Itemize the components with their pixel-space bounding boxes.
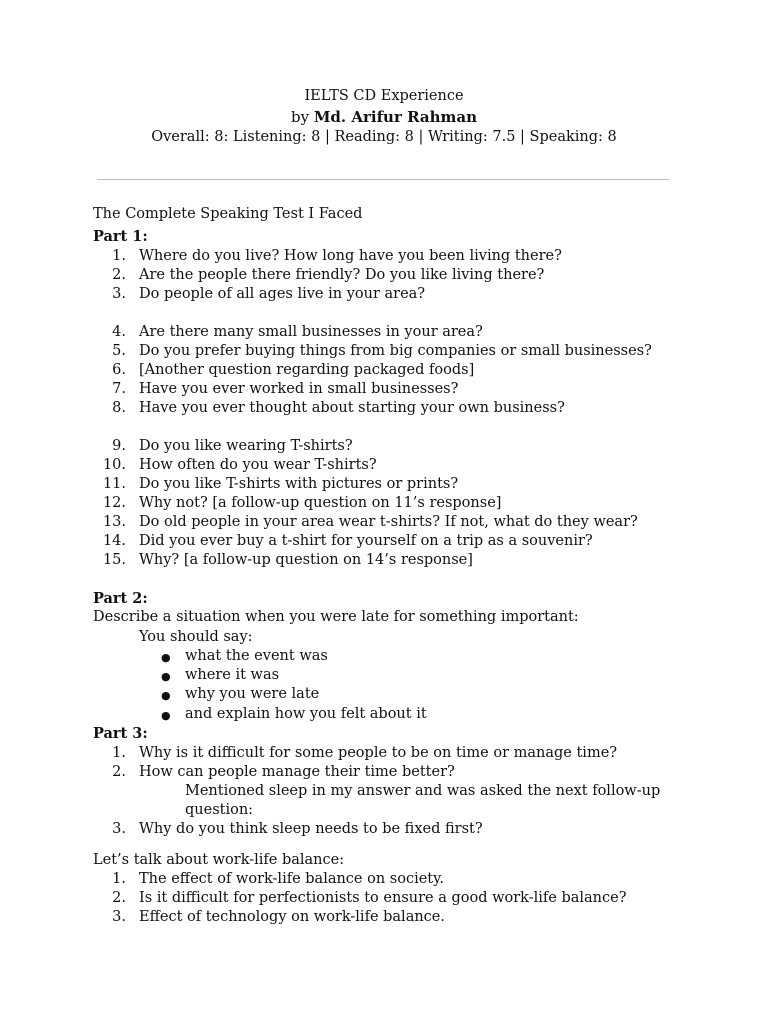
list-item: Have you ever worked in small businesses? bbox=[139, 381, 459, 397]
list-number: 12. bbox=[102, 495, 126, 511]
should-say: You should say: bbox=[139, 629, 253, 645]
list-number: 2. bbox=[112, 267, 126, 283]
list-number: 14. bbox=[102, 533, 126, 549]
part3-heading: Part 3: bbox=[93, 725, 148, 742]
list-number: 3. bbox=[112, 286, 126, 302]
intro-line: The Complete Speaking Test I Faced bbox=[93, 206, 363, 222]
list-item: Why? [a follow-up question on 14’s response] bbox=[139, 552, 473, 568]
list-item: Do you prefer buying things from big companies or small businesses? bbox=[139, 343, 652, 359]
list-number: 15. bbox=[102, 552, 126, 568]
list-number: 10. bbox=[102, 457, 126, 473]
part2-prompt: Describe a situation when you were late for something important: bbox=[93, 609, 579, 625]
list-number: 8. bbox=[112, 400, 126, 416]
list-number: 4. bbox=[112, 324, 126, 340]
score-line: Overall: 8: Listening: 8 | Reading: 8 | Writing: 7.5 | Speaking: 8 bbox=[151, 129, 617, 145]
list-number: 7. bbox=[112, 381, 126, 397]
list-item: [Another question regarding packaged foods] bbox=[139, 362, 475, 378]
list-item: Why is it difficult for some people to be on time or manage time? bbox=[139, 745, 618, 761]
divider bbox=[97, 179, 669, 180]
bullet-item: where it was bbox=[185, 667, 280, 683]
list-number: 2. bbox=[112, 764, 126, 780]
list-item: Why not? [a follow-up question on 11’s response] bbox=[139, 495, 502, 511]
list-number: 3. bbox=[112, 821, 126, 837]
list-item: Do you like wearing T-shirts? bbox=[139, 438, 353, 454]
bullet-item: and explain how you felt about it bbox=[185, 706, 427, 722]
doc-title: IELTS CD Experience bbox=[304, 88, 464, 104]
bullet-icon: ● bbox=[161, 689, 171, 702]
list-item: Where do you live? How long have you been living there? bbox=[139, 248, 562, 264]
list-item: The effect of work-life balance on society. bbox=[139, 871, 445, 887]
note-line: question: bbox=[185, 802, 254, 818]
list-number: 9. bbox=[112, 438, 126, 454]
list-number: 3. bbox=[112, 909, 126, 925]
list-number: 13. bbox=[102, 514, 126, 530]
list-item: Is it difficult for perfectionists to ensure a good work-life balance? bbox=[139, 890, 627, 906]
list-item: Effect of technology on work-life balance. bbox=[139, 909, 445, 925]
list-item: Are there many small businesses in your area? bbox=[139, 324, 483, 340]
list-number: 5. bbox=[112, 343, 126, 359]
bullet-icon: ● bbox=[161, 670, 171, 683]
list-number: 11. bbox=[102, 476, 126, 492]
list-number: 1. bbox=[112, 248, 126, 264]
list-item: How can people manage their time better? bbox=[139, 764, 455, 780]
list-item: Do people of all ages live in your area? bbox=[139, 286, 426, 302]
list-number: 1. bbox=[112, 871, 126, 887]
list-number: 1. bbox=[112, 745, 126, 761]
list-item: Do old people in your area wear t-shirts? If not, what do they wear? bbox=[139, 514, 638, 530]
list-number: 6. bbox=[112, 362, 126, 378]
list-item: Have you ever thought about starting your own business? bbox=[139, 400, 565, 416]
list-item: Did you ever buy a t-shirt for yourself on a trip as a souvenir? bbox=[139, 533, 593, 549]
author-name: Md. Arifur Rahman bbox=[313, 108, 478, 126]
bullet-item: what the event was bbox=[185, 648, 328, 664]
bullet-item: why you were late bbox=[185, 686, 320, 702]
author-line bbox=[0, 108, 768, 127]
list-item: Are the people there friendly? Do you like living there? bbox=[139, 267, 545, 283]
note-line: Mentioned sleep in my answer and was asked the next follow-up bbox=[185, 783, 661, 799]
list-number: 2. bbox=[112, 890, 126, 906]
bullet-icon: ● bbox=[161, 651, 171, 664]
part2-heading: Part 2: bbox=[93, 590, 148, 607]
list-item: Do you like T-shirts with pictures or prints? bbox=[139, 476, 459, 492]
list-item: How often do you wear T-shirts? bbox=[139, 457, 377, 473]
list-item: Why do you think sleep needs to be fixed first? bbox=[139, 821, 483, 837]
author-prefix: by bbox=[290, 108, 310, 126]
bullet-icon: ● bbox=[161, 709, 171, 722]
part1-heading: Part 1: bbox=[93, 228, 148, 245]
worklife-intro: Let’s talk about work-life balance: bbox=[93, 852, 345, 868]
